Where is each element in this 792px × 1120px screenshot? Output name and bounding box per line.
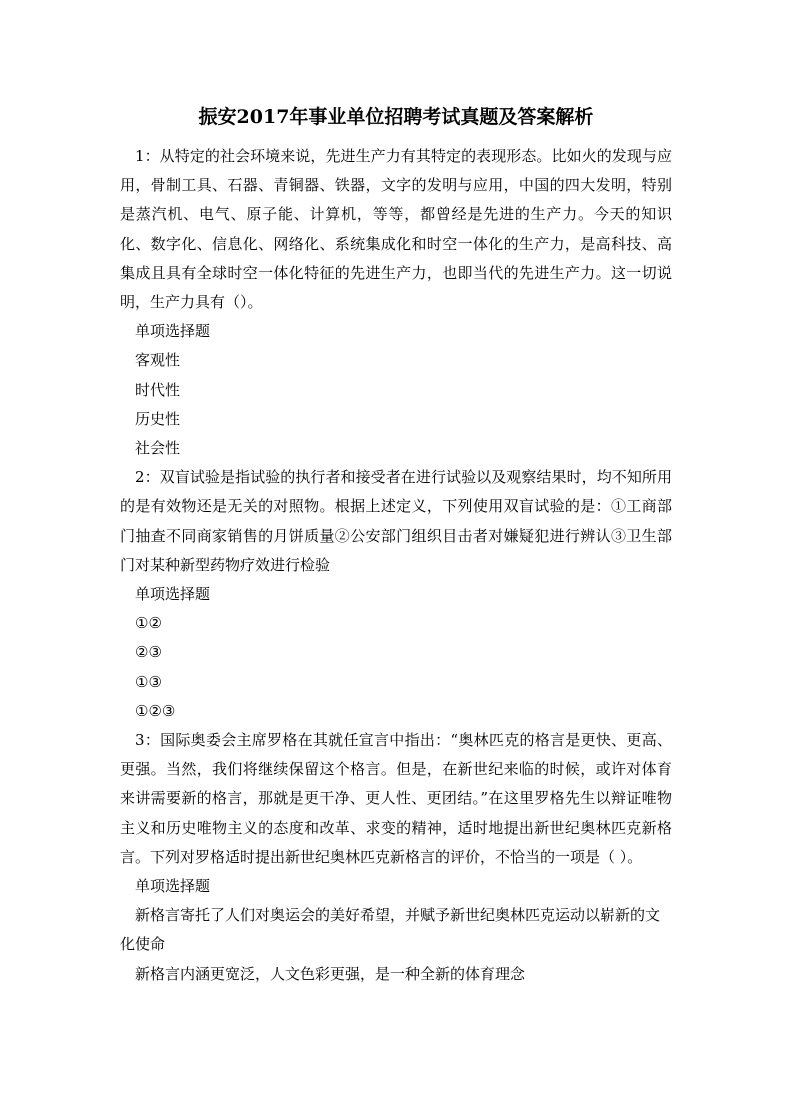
question-2: [120, 463, 672, 726]
question-text: 3：国际奥委会主席罗格在其就任宣言中指出：“奥林匹克的格言是更快、更高、更强。当然，我们将继续保留这个格言。但是，在新世纪来临的时候，或许对体育来讲需要新的格言，那就是更干净、更人性、更团结。”在这里罗格先生以辩证唯物主义和历史唯物主义的态度和改革、求变的精神，适时地提出新世纪奥林匹克新格言。下列对罗格适时提出新世纪奥林匹克新格言的评价，不恰当的一项是（ ）。: [120, 731, 672, 866]
document-title: 振安2017年事业单位招聘考试真题及答案解析: [198, 106, 594, 128]
option-item: ②③: [135, 643, 162, 662]
question-text: 1：从特定的社会环境来说，先进生产力有其特定的表现形态。比如火的发现与应用，骨制工具、石器、青铜器、铁器，文字的发明与应用，中国的四大发明，特别是蒸汽机、电气、原子能、计算机，等等，都曾经是先进的生产力。今天的知识化、数字化、信息化、网络化、系统集成化和时空一体化的生产力，是高科技、高集成且具有全球时空一体化特征的先进生产力，也即当代的先进生产力。这一切说明，生产力具有（）。: [120, 147, 672, 312]
question-3: [120, 726, 672, 989]
question-type: 单项选择题: [135, 877, 211, 896]
option-item: 社会性: [135, 439, 181, 458]
document-body: [120, 142, 672, 989]
question-text: 2：双盲试验是指试验的执行者和接受者在进行试验以及观察结果时，均不知所用的是有效物还是无关的对照物。根据上述定义，下列使用双盲试验的是：①工商部门抽查不同商家销售的月饼质量②公安部门组织目击者对嫌疑犯进行辨认③卫生部门对某种新型药物疗效进行检验: [120, 468, 672, 574]
question-1: [120, 142, 672, 463]
question-type: 单项选择题: [135, 585, 211, 604]
option-item: 时代性: [135, 380, 181, 399]
option-item: 新格言寄托了人们对奥运会的美好希望，并赋予新世纪奥林匹克运动以崭新的文化使命: [120, 906, 661, 954]
option-item: ①②: [135, 614, 162, 633]
option-item: ①②③: [135, 701, 176, 720]
option-item: 历史性: [135, 409, 181, 428]
option-item: 客观性: [135, 351, 181, 370]
option-item: 新格言内涵更宽泛，人文色彩更强，是一种全新的体育理念: [135, 964, 526, 983]
option-item: ①③: [135, 672, 162, 691]
question-type: 单项选择题: [135, 322, 211, 341]
